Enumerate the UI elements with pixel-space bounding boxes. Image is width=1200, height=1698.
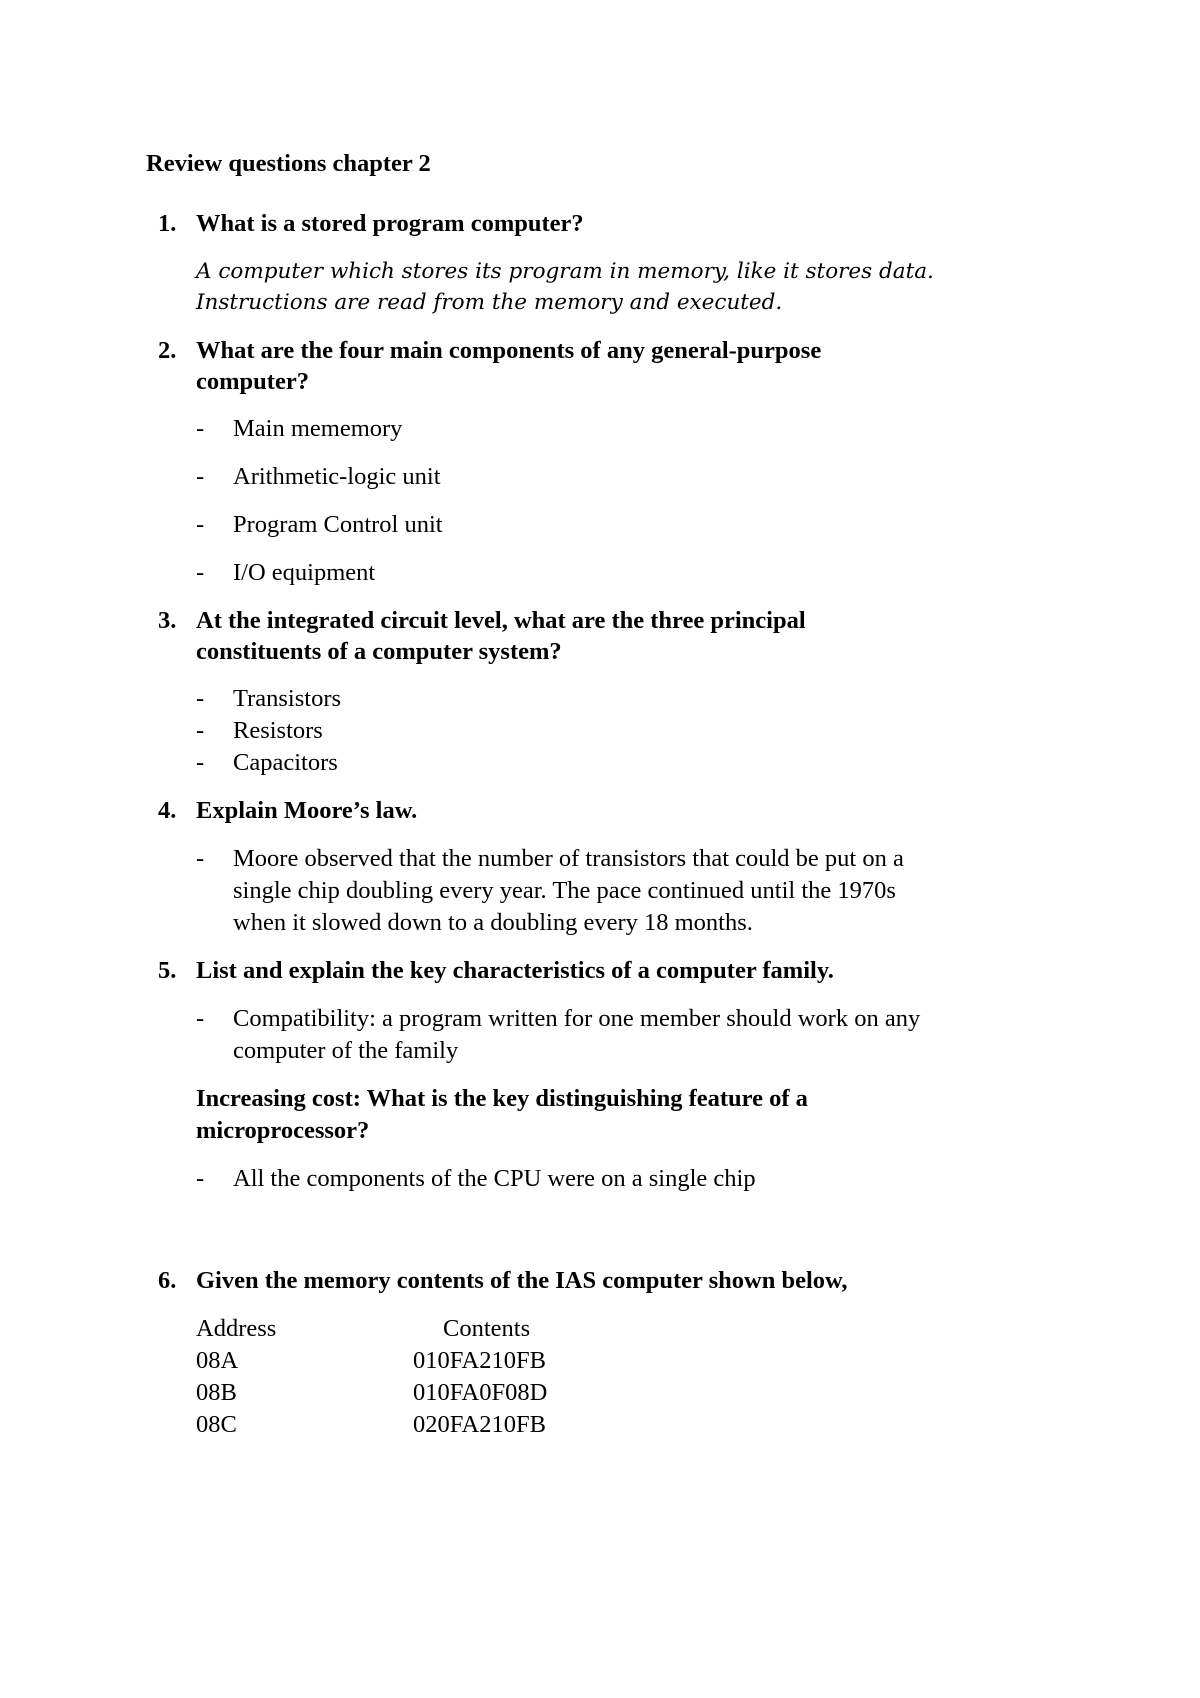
question-text: Given the memory contents of the IAS computer shown below,	[196, 1267, 848, 1294]
question-number: 5.	[158, 957, 177, 984]
answer-line: Compatibility: a program written for one member should work on any	[233, 1005, 921, 1032]
list-item: I/O equipment	[233, 559, 376, 586]
list-item: Arithmetic-logic unit	[233, 463, 441, 490]
sub-question-text: microprocessor?	[196, 1117, 370, 1144]
list-item: Transistors	[233, 685, 342, 712]
question-text: List and explain the key characteristics of a computer family.	[196, 957, 834, 984]
question-number: 3.	[158, 607, 177, 634]
question-text: Explain Moore’s law.	[196, 797, 418, 824]
table-header-contents: Contents	[443, 1315, 531, 1342]
list-dash: -	[196, 717, 205, 744]
list-dash: -	[196, 1165, 205, 1192]
question-text: computer?	[196, 368, 309, 395]
question-text: What is a stored program computer?	[196, 210, 584, 237]
table-header-address: Address	[196, 1315, 277, 1342]
answer-line: computer of the family	[233, 1037, 459, 1064]
list-dash: -	[196, 511, 205, 538]
list-item: Main mememory	[233, 415, 403, 442]
table-cell-contents: 010FA0F08D	[413, 1379, 548, 1406]
answer-line: single chip doubling every year. The pace continued until the 1970s	[233, 877, 896, 904]
list-item: Program Control unit	[233, 511, 443, 538]
list-item: Resistors	[233, 717, 323, 744]
question-number: 1.	[158, 210, 177, 237]
answer-line: All the components of the CPU were on a single chip	[233, 1165, 756, 1192]
list-dash: -	[196, 559, 205, 586]
question-text: At the integrated circuit level, what are the three principal	[196, 607, 806, 634]
table-cell-contents: 010FA210FB	[413, 1347, 546, 1374]
page-title: Review questions chapter 2	[146, 150, 431, 177]
list-dash: -	[196, 749, 205, 776]
answer-line: Moore observed that the number of transistors that could be put on a	[233, 845, 904, 872]
answer-line: Instructions are read from the memory and executed.	[196, 290, 783, 315]
list-item: Capacitors	[233, 749, 338, 776]
table-cell-address: 08A	[196, 1347, 239, 1374]
table-cell-contents: 020FA210FB	[413, 1411, 546, 1438]
list-dash: -	[196, 685, 205, 712]
question-text: What are the four main components of any general-purpose	[196, 337, 822, 364]
question-number: 4.	[158, 797, 177, 824]
question-number: 6.	[158, 1267, 177, 1294]
list-dash: -	[196, 1005, 205, 1032]
question-text: constituents of a computer system?	[196, 638, 562, 665]
answer-line: when it slowed down to a doubling every 18 months.	[233, 909, 753, 936]
list-dash: -	[196, 415, 205, 442]
question-number: 2.	[158, 337, 177, 364]
list-dash: -	[196, 463, 205, 490]
table-cell-address: 08C	[196, 1411, 237, 1438]
sub-question-text: Increasing cost: What is the key distinguishing feature of a	[196, 1085, 808, 1112]
answer-line: A computer which stores its program in memory, like it stores data.	[196, 259, 934, 284]
list-dash: -	[196, 845, 205, 872]
table-cell-address: 08B	[196, 1379, 237, 1406]
